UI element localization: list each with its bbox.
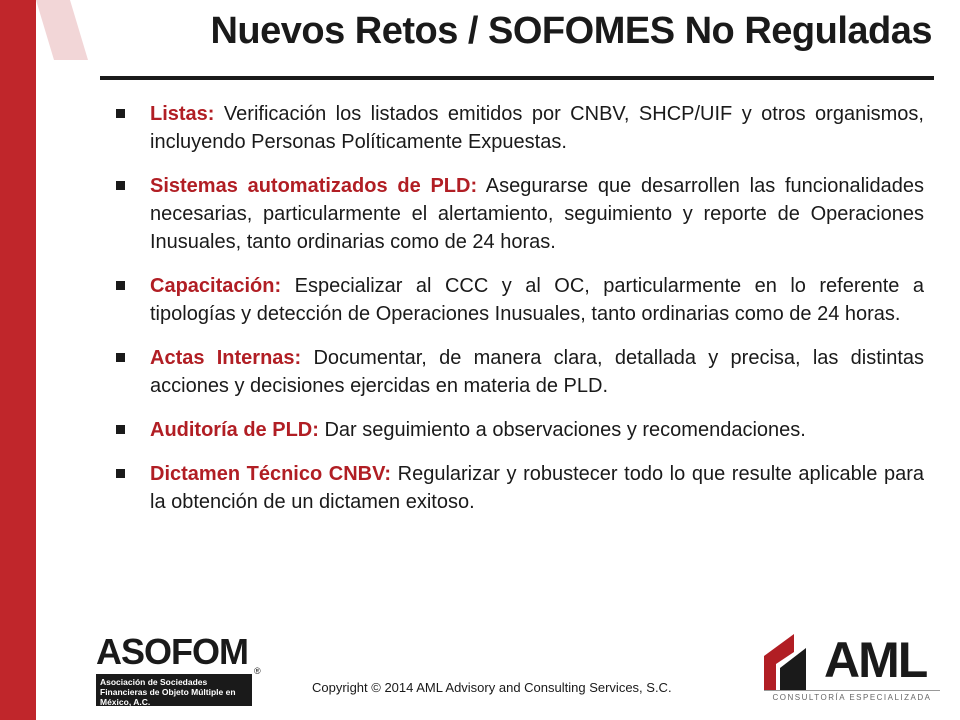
asofom-logo xyxy=(96,632,266,708)
square-bullet-icon xyxy=(116,469,125,478)
bullet-text: Dar seguimiento a observaciones y recomendaciones. xyxy=(324,419,806,441)
bullet-item xyxy=(114,272,924,328)
bullet-label: Listas: xyxy=(150,103,215,125)
square-bullet-icon xyxy=(116,353,125,362)
bullet-text: Documentar, de manera clara, detallada y precisa, las distintas acciones y decisiones ejercidas en materia de PLD. xyxy=(150,347,925,397)
bullet-text: Especializar al CCC y al OC, particularmente en lo referente a tipologías y detección de Operaciones Inusuales, tanto ordinarias como de 24 horas. xyxy=(150,275,925,325)
aml-logo-subtitle: CONSULTORÍA ESPECIALIZADA xyxy=(764,690,940,702)
bullet-label: Capacitación: xyxy=(150,275,282,297)
bullet-label: Sistemas automatizados de PLD: xyxy=(150,175,478,197)
square-bullet-icon xyxy=(116,109,125,118)
registered-mark-icon: ® xyxy=(254,666,261,676)
square-bullet-icon xyxy=(116,181,125,190)
bullet-item xyxy=(114,172,924,256)
bullet-text: Asegurarse que desarrollen las funcionalidades necesarias, particularmente el alertamiento, seguimiento y reporte de Operaciones Inusuales, tanto ordinarias como de 24 horas. xyxy=(150,175,924,253)
asofom-logo-name: ASOFOM xyxy=(96,631,248,672)
bullet-text: Regularizar y robustecer todo lo que resulte aplicable para la obtención de un dictamen exitoso. xyxy=(150,463,924,513)
slide-title: Nuevos Retos / SOFOMES No Reguladas xyxy=(210,10,932,52)
bullet-label: Dictamen Técnico CNBV: xyxy=(150,463,392,485)
bullet-item xyxy=(114,416,924,444)
aml-logo-mark-icon xyxy=(764,634,824,690)
bullet-item xyxy=(114,100,924,156)
bullet-list xyxy=(114,100,924,532)
square-bullet-icon xyxy=(116,281,125,290)
bullet-item xyxy=(114,344,924,400)
square-bullet-icon xyxy=(116,425,125,434)
left-accent-bar xyxy=(0,0,36,720)
aml-logo xyxy=(764,630,940,708)
corner-decoration xyxy=(36,0,96,60)
bullet-item xyxy=(114,460,924,516)
copyright-text: Copyright © 2014 AML Advisory and Consulting Services, S.C. xyxy=(312,680,672,695)
bullet-label: Actas Internas: xyxy=(150,347,302,369)
bullet-text: Verificación los listados emitidos por CNBV, SHCP/UIF y otros organismos, incluyendo Personas Políticamente Expuestas. xyxy=(150,103,924,153)
asofom-logo-subtitle: Asociación de Sociedades Financieras de Objeto Múltiple en México, A.C. xyxy=(96,674,252,706)
aml-logo-name: AML xyxy=(824,632,927,688)
title-underline xyxy=(100,76,934,80)
bullet-label: Auditoría de PLD: xyxy=(150,419,319,441)
